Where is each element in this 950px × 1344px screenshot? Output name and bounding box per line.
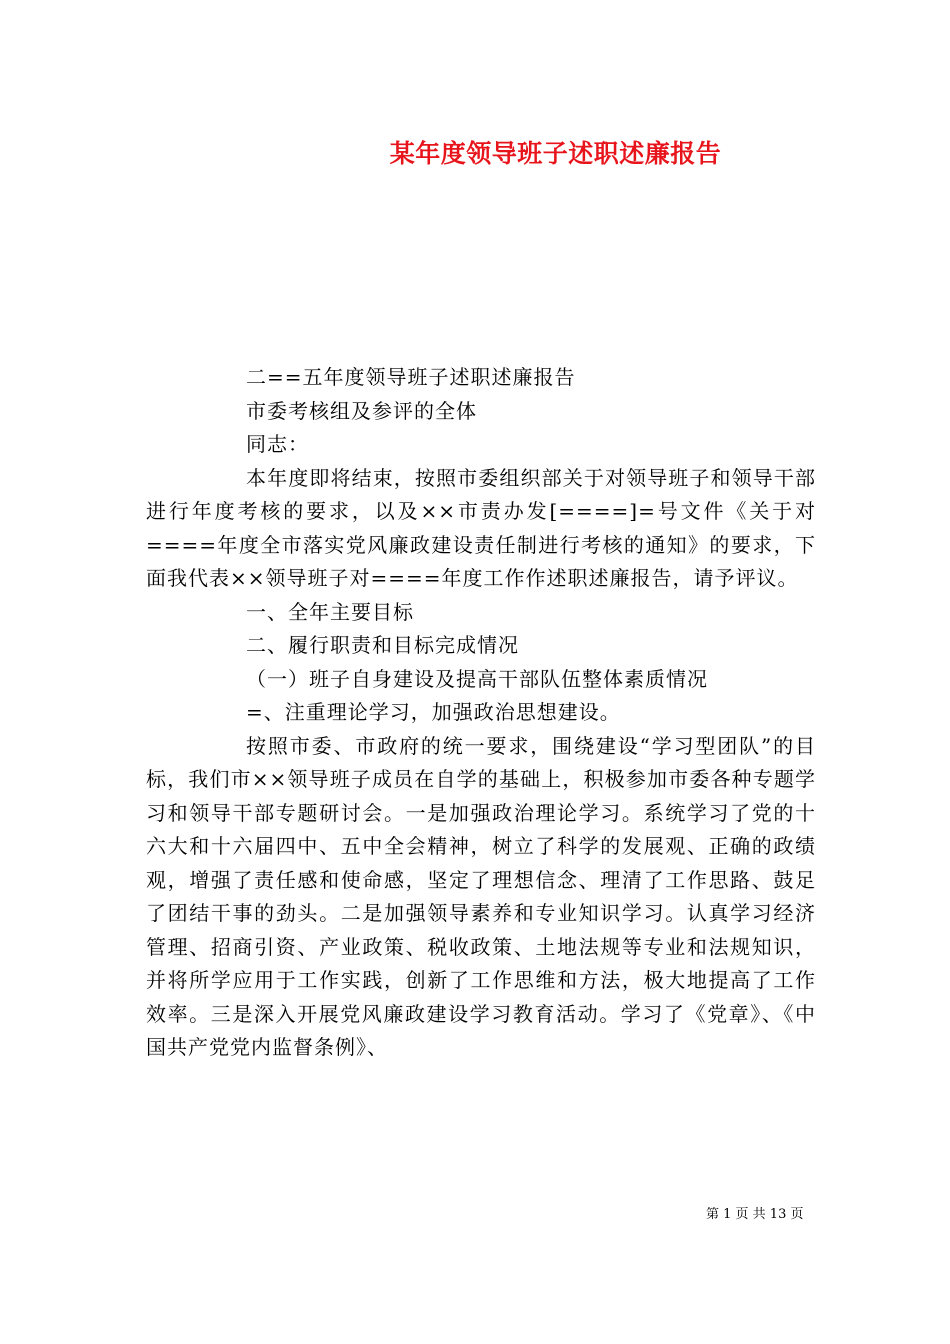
page-number-footer: 第 1 页 共 13 页 xyxy=(706,1207,804,1222)
document-body xyxy=(146,361,816,1065)
subsection-heading-1: （一）班子自身建设及提高干部队伍整体素质情况 xyxy=(246,666,708,691)
salutation-line-2: 同志： xyxy=(246,432,309,456)
section-heading-2: 二、履行职责和目标完成情况 xyxy=(246,633,519,657)
salutation-line-1: 市委考核组及参评的全体 xyxy=(246,398,477,423)
document-title: 某年度领导班子述职述廉报告 xyxy=(389,139,722,168)
body-paragraph-study: 按照市委、市政府的统一要求，围绕建设“学习型团队”的目标，我们市××领导班子成员在自学的基础上，积极参加市委各种专题学习和领导干部专题研讨会。一是加强政治理论学习。系统学习了党的十六大和十六届四中、五中全会精神，树立了科学的发展观、正确的政绩观，增强了责任感和使命感，坚定了理想信念、理清了工作思路、鼓足了团结干事的劲头。二是加强领导素养和专业知识学习。认真学习经济管理、招商引资、产业政策、税收政策、土地法规等专业和法规知识，并将所学应用于工作实践，创新了工作思维和方法，极大地提高了工作效率。三是深入开展党风廉政建设学习教育活动。学习了《党章》、《中国共产党党内监督条例》、 xyxy=(146,733,816,1059)
item-heading-1: =、注重理论学习，加强政治思想建设。 xyxy=(246,700,621,724)
intro-paragraph: 本年度即将结束，按照市委组织部关于对领导班子和领导干部进行年度考核的要求，以及××市责办发[====]=号文件《关于对====年度全市落实党风廉政建设责任制进行考核的通知》的要求，下面我代表××领导班子对====年度工作作述职述廉报告，请予评议。 xyxy=(146,465,816,590)
report-heading-line: 二==五年度领导班子述职述廉报告 xyxy=(246,365,576,389)
section-heading-1: 一、全年主要目标 xyxy=(246,599,414,624)
